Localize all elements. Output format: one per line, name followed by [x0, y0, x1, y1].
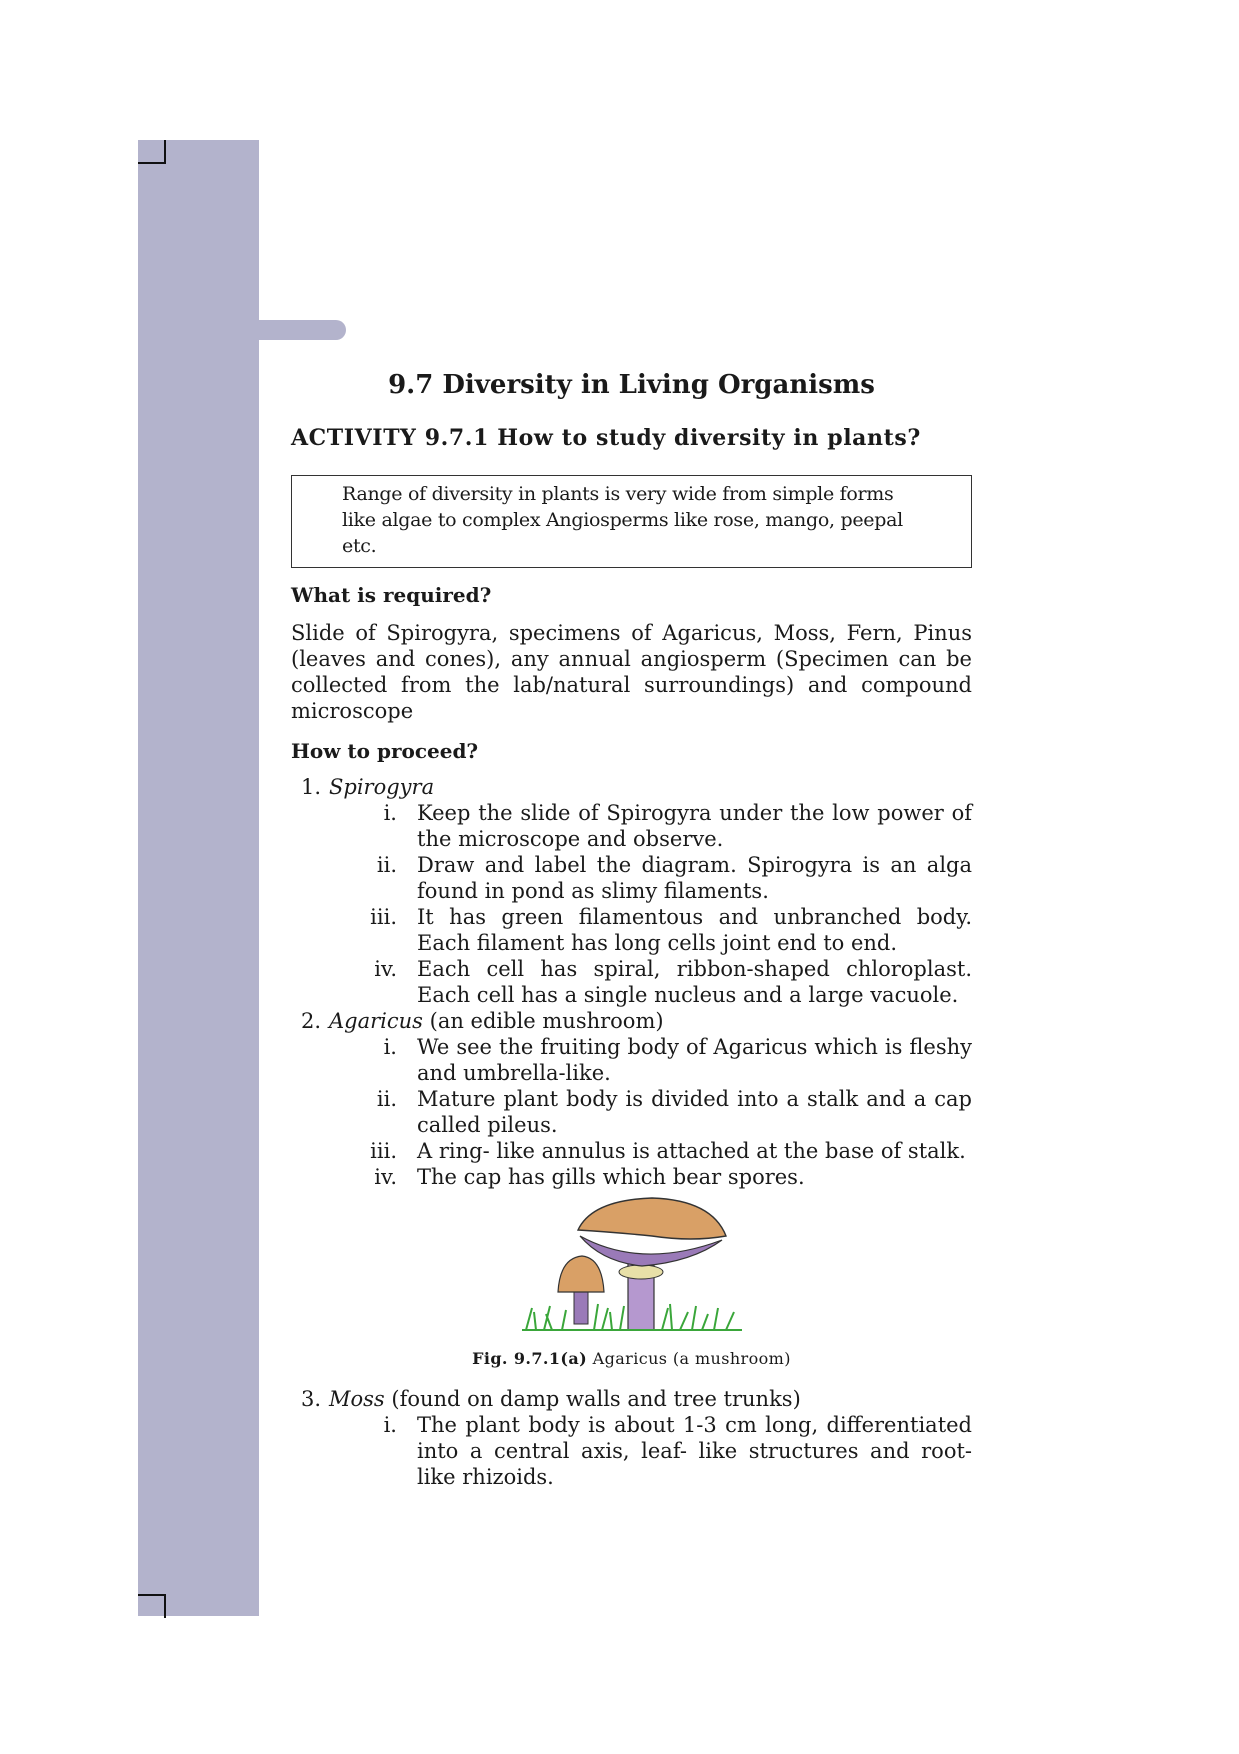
roman-numeral: iv. — [374, 1165, 397, 1189]
list-item-moss — [291, 1386, 972, 1490]
procedure-list — [291, 774, 972, 1190]
list-item — [329, 800, 972, 852]
item-name: Moss — [329, 1387, 385, 1411]
roman-numeral: iii. — [370, 905, 397, 929]
roman-numeral: i. — [383, 1035, 397, 1059]
sub-list — [329, 800, 972, 1008]
item-extra: (an edible mushroom) — [422, 1009, 664, 1033]
item-name: Spirogyra — [329, 775, 435, 799]
point-text: A ring- like annulus is attached at the base of stalk. — [417, 1139, 966, 1163]
point-text: We see the fruiting body of Agaricus which is fleshy and umbrella-like. — [417, 1035, 972, 1085]
roman-numeral: i. — [383, 801, 397, 825]
side-band — [138, 140, 259, 1616]
small-mushroom-cap — [558, 1256, 604, 1292]
roman-numeral: ii. — [376, 1087, 397, 1111]
tab-bar — [250, 320, 346, 340]
mushroom-figure — [291, 1196, 972, 1372]
point-text: Each cell has spiral, ribbon-shaped chloroplast. Each cell has a single nucleus and a large vacuole. — [417, 957, 972, 1007]
point-text: Keep the slide of Spirogyra under the low power of the microscope and observe. — [417, 801, 972, 851]
point-text: The cap has gills which bear spores. — [417, 1165, 805, 1189]
large-mushroom-gills — [580, 1236, 722, 1266]
required-text: Slide of Spirogyra, specimens of Agaricus, Moss, Fern, Pinus (leaves and cones), any annual angiosperm (Specimen can be collected from the lab/natural surroundings) and compound microscope — [291, 621, 972, 723]
procedure-list-continued — [291, 1386, 972, 1490]
list-item — [329, 1086, 972, 1138]
crop-mark-bottom — [138, 1594, 166, 1618]
list-item — [329, 852, 972, 904]
mushroom-illustration — [522, 1196, 742, 1336]
sub-list — [329, 1034, 972, 1190]
proceed-heading: How to proceed? — [291, 739, 479, 763]
list-item — [329, 1138, 972, 1164]
point-text: The plant body is about 1-3 cm long, differentiated into a central axis, leaf- like structures and root- like rhizoids. — [417, 1413, 972, 1489]
list-item — [329, 956, 972, 1008]
figure-caption-text: Agaricus (a mushroom) — [592, 1349, 791, 1368]
section-title: 9.7 Diversity in Living Organisms — [388, 370, 875, 400]
large-mushroom-cap — [578, 1198, 726, 1239]
list-item — [329, 904, 972, 956]
crop-mark-top — [138, 140, 166, 164]
roman-numeral: ii. — [376, 853, 397, 877]
required-heading: What is required? — [291, 583, 492, 607]
roman-numeral: iii. — [370, 1139, 397, 1163]
point-text: Draw and label the diagram. Spirogyra is an alga found in pond as slimy filaments. — [417, 853, 972, 903]
annulus — [619, 1265, 663, 1279]
note-box: Range of diversity in plants is very wide from simple forms like algae to complex Angiosperms like rose, mango, peepal etc. — [291, 475, 972, 568]
item-name: Agaricus — [329, 1009, 423, 1033]
point-text: Mature plant body is divided into a stalk and a cap called pileus. — [417, 1087, 972, 1137]
activity-title: ACTIVITY 9.7.1 How to study diversity in plants? — [291, 425, 921, 451]
item-number: 3. — [301, 1387, 322, 1411]
roman-numeral: iv. — [374, 957, 397, 981]
sub-list — [329, 1412, 972, 1490]
item-number: 2. — [301, 1009, 322, 1033]
list-item — [329, 1412, 972, 1490]
page-content — [291, 362, 972, 1490]
list-item-spirogyra — [291, 774, 972, 1008]
list-item — [329, 1164, 972, 1190]
point-text: It has green filamentous and unbranched body. Each filament has long cells joint end to end. — [417, 905, 972, 955]
small-mushroom-stalk — [574, 1288, 588, 1324]
item-extra: (found on damp walls and tree trunks) — [384, 1387, 801, 1411]
figure-label: Fig. 9.7.1(a) — [472, 1349, 588, 1368]
roman-numeral: i. — [383, 1413, 397, 1437]
item-number: 1. — [301, 775, 322, 799]
list-item — [329, 1034, 972, 1086]
figure-caption — [291, 1346, 972, 1372]
list-item-agaricus — [291, 1008, 972, 1190]
